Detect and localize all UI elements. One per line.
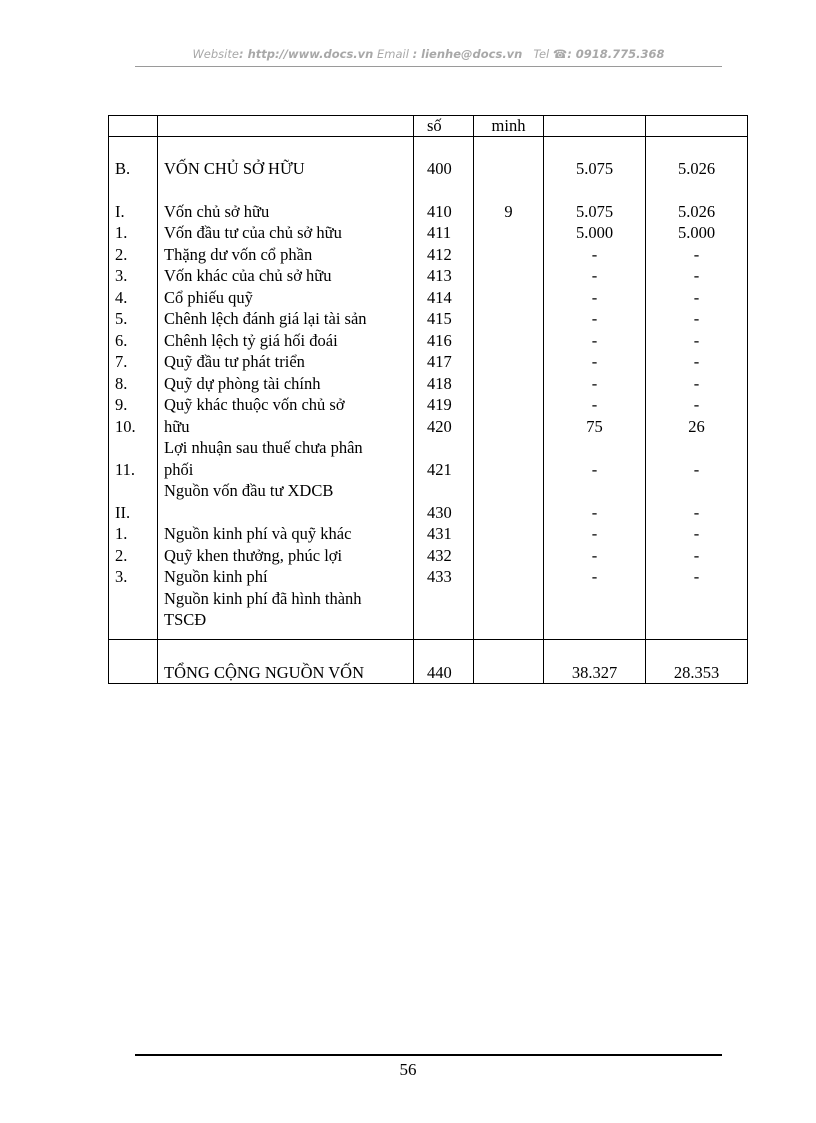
row-number: 10. bbox=[109, 416, 158, 438]
row-note bbox=[474, 480, 544, 523]
row-note bbox=[474, 523, 544, 545]
table-row bbox=[109, 351, 748, 373]
row-code: 416 bbox=[414, 330, 474, 352]
row-value-current: - bbox=[544, 394, 646, 416]
row-value-previous: - bbox=[646, 287, 748, 309]
row-value-previous: - bbox=[646, 244, 748, 266]
table-row bbox=[109, 308, 748, 330]
row-value-current: - bbox=[544, 480, 646, 523]
row-value-current: - bbox=[544, 330, 646, 352]
row-value-current: - bbox=[544, 545, 646, 567]
row-code: 430 bbox=[414, 480, 474, 523]
row-name-line: Nguồn kinh phí đã hình thành bbox=[164, 588, 362, 608]
row-note bbox=[474, 437, 544, 480]
total-label: TỔNG CỘNG NGUỒN VỐN bbox=[158, 639, 414, 684]
row-note bbox=[474, 244, 544, 266]
row-value-previous: - bbox=[646, 566, 748, 588]
footer-divider bbox=[135, 1054, 722, 1056]
row-name: hữu bbox=[158, 416, 414, 438]
row-number: 2. bbox=[109, 244, 158, 266]
row-number: 1. bbox=[109, 523, 158, 545]
table-row bbox=[109, 180, 748, 223]
table-row bbox=[109, 244, 748, 266]
row-value-current: - bbox=[544, 287, 646, 309]
header-name-cell bbox=[158, 116, 414, 137]
row-code: 412 bbox=[414, 244, 474, 266]
table-row bbox=[109, 588, 748, 640]
row-value-current: 5.075 bbox=[544, 180, 646, 223]
table-row bbox=[109, 265, 748, 287]
row-code: 421 bbox=[414, 437, 474, 480]
balance-sheet-table bbox=[108, 115, 748, 684]
row-note bbox=[474, 373, 544, 395]
total-row bbox=[109, 639, 748, 684]
row-value-previous: 5.026 bbox=[646, 180, 748, 223]
website-url[interactable]: : http://www.docs.vn bbox=[238, 47, 374, 61]
row-value-previous: - bbox=[646, 480, 748, 523]
row-note bbox=[474, 330, 544, 352]
row-name: Cổ phiếu quỹ bbox=[158, 287, 414, 309]
website-label: Website bbox=[192, 47, 239, 61]
row-name: Nguồn kinh phí và quỹ khác bbox=[158, 523, 414, 545]
row-value-current: - bbox=[544, 308, 646, 330]
row-code: 418 bbox=[414, 373, 474, 395]
tel-label: Tel bbox=[533, 47, 550, 61]
row-number: 7. bbox=[109, 351, 158, 373]
row-number: 1. bbox=[109, 222, 158, 244]
email-value[interactable]: : lienhe@docs.vn bbox=[412, 47, 523, 61]
row-name: Chênh lệch đánh giá lại tài sản bbox=[158, 308, 414, 330]
table-row bbox=[109, 416, 748, 438]
row-note bbox=[474, 639, 544, 684]
row-number bbox=[109, 588, 158, 640]
total-code: 440 bbox=[414, 639, 474, 684]
row-number: B. bbox=[109, 137, 158, 180]
row-note bbox=[474, 566, 544, 588]
table-row bbox=[109, 222, 748, 244]
header-no-cell bbox=[109, 116, 158, 137]
row-note bbox=[474, 265, 544, 287]
row-value-current: - bbox=[544, 265, 646, 287]
row-value-previous bbox=[646, 588, 748, 640]
table-row bbox=[109, 566, 748, 588]
row-code: 433 bbox=[414, 566, 474, 588]
row-code: 432 bbox=[414, 545, 474, 567]
row-code: 410 bbox=[414, 180, 474, 223]
page-number: 56 bbox=[399, 1060, 417, 1079]
table-row bbox=[109, 330, 748, 352]
tel-value: ☎: 0918.775.368 bbox=[552, 47, 665, 61]
table-row bbox=[109, 373, 748, 395]
header-code-cell: số bbox=[414, 116, 474, 137]
row-code: 411 bbox=[414, 222, 474, 244]
row-number: 3. bbox=[109, 566, 158, 588]
row-name: Quỹ đầu tư phát triển bbox=[158, 351, 414, 373]
row-code: 415 bbox=[414, 308, 474, 330]
row-name: Quỹ khác thuộc vốn chủ sở bbox=[158, 394, 414, 416]
page-header bbox=[135, 47, 722, 61]
row-name-line: Lợi nhuận sau thuế chưa phân bbox=[164, 438, 363, 457]
row-note bbox=[474, 137, 544, 180]
row-code: 417 bbox=[414, 351, 474, 373]
row-value-previous: - bbox=[646, 330, 748, 352]
row-value-current: - bbox=[544, 244, 646, 266]
table-row bbox=[109, 394, 748, 416]
row-code: 413 bbox=[414, 265, 474, 287]
row-name: Chênh lệch tỷ giá hối đoái bbox=[158, 330, 414, 352]
row-value-current: - bbox=[544, 373, 646, 395]
row-name: VỐN CHỦ SỞ HỮU bbox=[158, 137, 414, 180]
row-value-current: - bbox=[544, 523, 646, 545]
table-row bbox=[109, 287, 748, 309]
header-divider bbox=[135, 66, 722, 67]
row-code: 414 bbox=[414, 287, 474, 309]
row-number: 4. bbox=[109, 287, 158, 309]
header-v1-cell bbox=[544, 116, 646, 137]
row-note bbox=[474, 287, 544, 309]
table-header-row bbox=[109, 116, 748, 137]
header-v2-cell bbox=[646, 116, 748, 137]
row-value-current: 75 bbox=[544, 416, 646, 438]
row-code: 431 bbox=[414, 523, 474, 545]
total-value-previous: 28.353 bbox=[646, 639, 748, 684]
row-number: 11. bbox=[109, 437, 158, 480]
row-value-current: - bbox=[544, 566, 646, 588]
row-number: 3. bbox=[109, 265, 158, 287]
email-label: Email bbox=[377, 47, 409, 61]
row-note bbox=[474, 222, 544, 244]
row-number: 6. bbox=[109, 330, 158, 352]
table-row bbox=[109, 523, 748, 545]
row-number: 8. bbox=[109, 373, 158, 395]
row-number: 2. bbox=[109, 545, 158, 567]
row-note bbox=[474, 416, 544, 438]
row-name-line: TSCĐ bbox=[164, 610, 207, 629]
row-code: 420 bbox=[414, 416, 474, 438]
row-value-previous: - bbox=[646, 545, 748, 567]
row-name bbox=[158, 588, 414, 640]
table-row bbox=[109, 437, 748, 480]
row-value-current: - bbox=[544, 351, 646, 373]
row-name-line: phối bbox=[164, 459, 194, 479]
row-number: 5. bbox=[109, 308, 158, 330]
row-value-current bbox=[544, 588, 646, 640]
section-b-row bbox=[109, 137, 748, 180]
row-value-previous: - bbox=[646, 265, 748, 287]
row-note bbox=[474, 394, 544, 416]
header-note-cell: minh bbox=[474, 116, 544, 137]
row-number: I. bbox=[109, 180, 158, 223]
row-value-current: - bbox=[544, 437, 646, 480]
row-name bbox=[158, 437, 414, 480]
row-value-current: 5.075 bbox=[544, 137, 646, 180]
row-name: Nguồn vốn đầu tư XDCB bbox=[158, 480, 414, 523]
row-name: Quỹ dự phòng tài chính bbox=[158, 373, 414, 395]
row-name: Vốn đầu tư của chủ sở hữu bbox=[158, 222, 414, 244]
row-value-previous: - bbox=[646, 394, 748, 416]
row-value-previous: - bbox=[646, 373, 748, 395]
row-number: II. bbox=[109, 480, 158, 523]
row-note bbox=[474, 308, 544, 330]
row-note: 9 bbox=[474, 180, 544, 223]
row-name: Nguồn kinh phí bbox=[158, 566, 414, 588]
row-value-previous: 5.026 bbox=[646, 137, 748, 180]
row-value-current: 5.000 bbox=[544, 222, 646, 244]
table-row bbox=[109, 480, 748, 523]
row-name: Quỹ khen thưởng, phúc lợi bbox=[158, 545, 414, 567]
row-number: 9. bbox=[109, 394, 158, 416]
row-note bbox=[474, 351, 544, 373]
row-code bbox=[414, 588, 474, 640]
row-note bbox=[474, 545, 544, 567]
table-row bbox=[109, 545, 748, 567]
row-value-previous: - bbox=[646, 308, 748, 330]
row-value-previous: - bbox=[646, 351, 748, 373]
row-value-previous: - bbox=[646, 437, 748, 480]
row-code: 400 bbox=[414, 137, 474, 180]
total-value-current: 38.327 bbox=[544, 639, 646, 684]
row-value-previous: 26 bbox=[646, 416, 748, 438]
row-number bbox=[109, 639, 158, 684]
row-value-previous: - bbox=[646, 523, 748, 545]
row-name: Vốn chủ sở hữu bbox=[158, 180, 414, 223]
row-name: Vốn khác của chủ sở hữu bbox=[158, 265, 414, 287]
row-code: 419 bbox=[414, 394, 474, 416]
row-name: Thặng dư vốn cổ phần bbox=[158, 244, 414, 266]
row-note bbox=[474, 588, 544, 640]
row-value-previous: 5.000 bbox=[646, 222, 748, 244]
